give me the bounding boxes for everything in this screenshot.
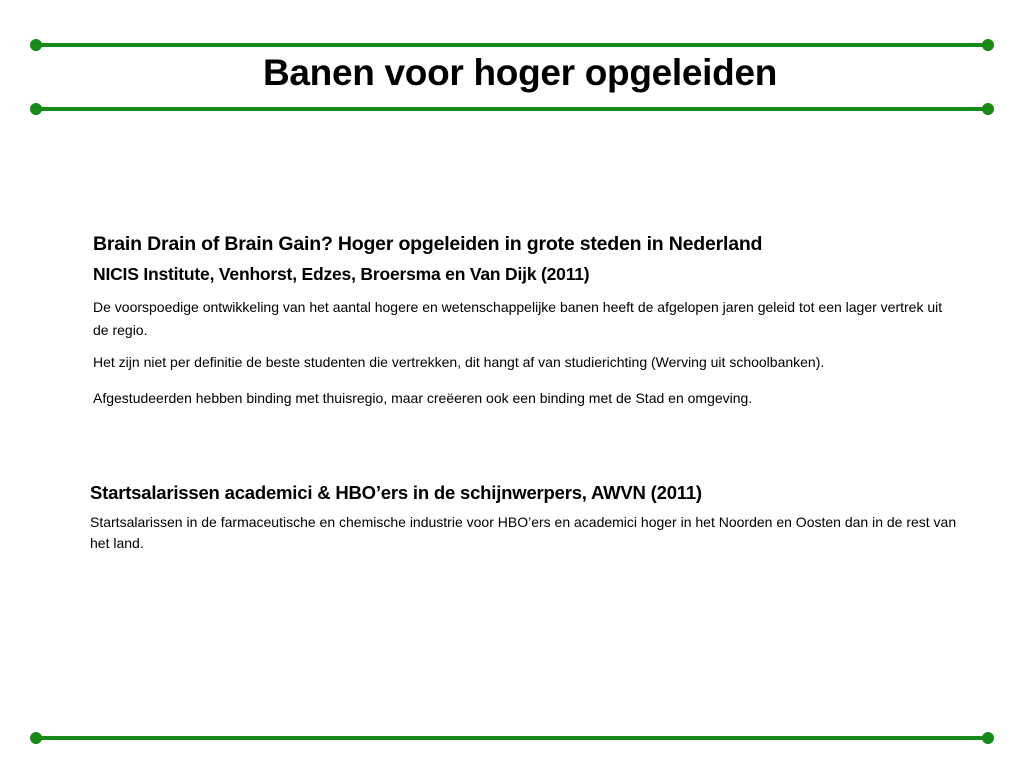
- section-brain-drain: [93, 230, 953, 410]
- section-paragraph: Het zijn niet per definitie de beste studenten die vertrekken, dit hangt af van studierichting (Werving uit schoolbanken).: [93, 354, 825, 370]
- bottom-divider: [36, 736, 988, 740]
- section-heading: Brain Drain of Brain Gain? Hoger opgeleiden in grote steden in Nederland: [93, 233, 763, 255]
- section-paragraph: Afgestudeerden hebben binding met thuisregio, maar creëeren ook een binding met de Stad en omgeving.: [93, 390, 753, 406]
- section-startsalarissen: [90, 479, 970, 554]
- section-paragraph: De voorspoedige ontwikkeling van het aantal hogere en wetenschappelijke banen heeft de afgelopen jaren geleid tot een lager vertrek uit de regio.: [93, 299, 943, 338]
- title-underline-divider: [36, 107, 988, 111]
- section-source: NICIS Institute, Venhorst, Edzes, Broersma en Van Dijk (2011): [93, 264, 590, 284]
- section-paragraph: Startsalarissen in de farmaceutische en chemische industrie voor HBO’ers en academici hoger in het Noorden en Oosten dan in de rest van het land.: [90, 514, 957, 551]
- slide-title: Banen voor hoger opgeleiden: [262, 52, 778, 93]
- section-heading: Startsalarissen academici & HBO’ers in de schijnwerpers, AWVN (2011): [90, 482, 702, 503]
- top-divider: [36, 43, 988, 47]
